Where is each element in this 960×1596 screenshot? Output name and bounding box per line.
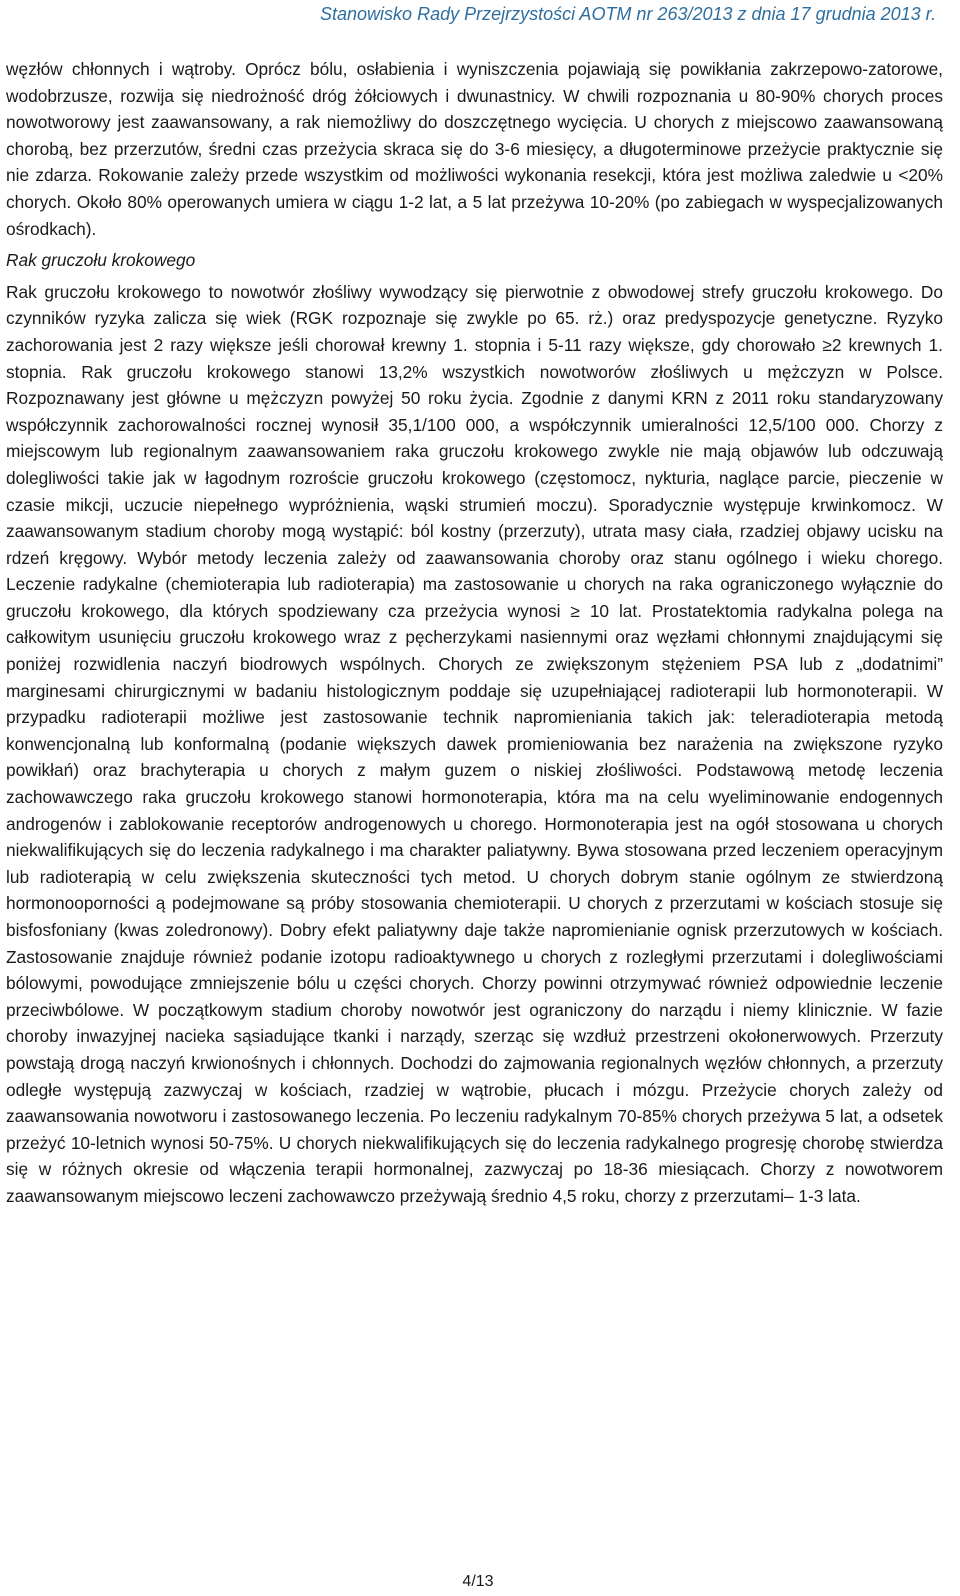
page-number: 4/13 — [462, 1573, 494, 1590]
paragraph-pancreatic-cancer-continued: węzłów chłonnych i wątroby. Oprócz bólu, osłabienia i wyniszczenia pojawiają się powikłania zakrzepowo-zatorowe, wodobrzusze, rozwija się niedrożność dróg żółciowych i dwunastnicy. W chwili rozpoznania u 80-90% chorych proces nowotworowy jest zaawansowany, a rak niemożliwy do doszczętnego wycięcia. U chorych z miejscowo zaawansowaną chorobą, bez przerzutów, średni czas przeżycia skraca się do 3-6 miesięcy, a długoterminowe przeżycie praktycznie się nie zdarza. Rokowanie zależy przede wszystkim od możliwości wykonania resekcji, która jest możliwa zaledwie u <20% chorych. Około 80% operowanych umiera w ciągu 1-2 lat, a 5 lat przeżywa 10-20% (po zabiegach w wyspecjalizowanych ośrodkach). — [6, 59, 943, 239]
paragraph-prostate-cancer: Rak gruczołu krokowego to nowotwór złośliwy wywodzący się pierwotnie z obwodowej strefy gruczołu krokowego. Do czynników ryzyka zalicza się wiek (RGK rozpoznaje się zwykle po 65. rż.) oraz predyspozycje genetyczne. Ryzyko zachorowania jest 2 razy większe jeśli chorował krewny 1. stopnia i 5-11 razy większe, gdy chorowało ≥2 krewnych 1. stopnia. Rak gruczołu krokowego stanowi 13,2% wszystkich nowotworów złośliwych u mężczyzn w Polsce. Rozpoznawany jest główne u mężczyzn powyżej 50 roku życia. Zgodnie z danymi KRN z 2011 roku standaryzowany współczynnik zachorowalności rocznej wynosił 35,1/100 000, a współczynnik umieralności 12,5/100 000. Chorzy z miejscowym lub regionalnym zaawansowaniem raka gruczołu krokowego zwykle nie mają objawów lub odczuwają dolegliwości takie jak w łagodnym rozroście gruczołu krokowego (częstomocz, nykturia, naglące parcie, pieczenie w czasie mikcji, uczucie niepełnego wypróżnienia, wąski strumień moczu). Sporadycznie występuje krwinkomocz. W zaawansowanym stadium choroby mogą wystąpić: ból kostny (przerzuty), utrata masy ciała, rzadziej objawy ucisku na rdzeń kręgowy. Wybór metody leczenia zależy od zaawansowania choroby oraz stanu ogólnego i wieku chorego. Leczenie radykalne (chemioterapia lub radioterapia) ma zastosowanie u chorych na raka ograniczonego wyłącznie do gruczołu krokowego, dla których spodziewany cza przeżycia wynosi ≥ 10 lat. Prostatektomia radykalna polega na całkowitym usunięciu gruczołu krokowego wraz z pęcherzykami nasiennymi oraz węzłami chłonnymi znajdującymi się poniżej rozwidlenia naczyń biodrowych wspólnych. Chorych ze zwiększonym stężeniem PSA lub z „dodatnimi” marginesami chirurgicznymi w badaniu histologicznym poddaje się uzupełniającej radioterapii lub hormonoterapii. W przypadku radioterapii możliwe jest zastosowanie technik napromieniania takich jak: teleradioterapia metodą konwencjonalną lub konformalną (podanie większych dawek promieniowania bez narażenia na zwiększone ryzyko powikłań) oraz brachyterapia u chorych z małym guzem o niskiej złośliwości. Podstawową metodę leczenia zachowawczego raka gruczołu krokowego stanowi hormonoterapia, która ma na celu wyeliminowanie endogennych androgenów i zablokowanie receptorów androgenowych u chorego. Hormonoterapia jest na ogół stosowana u chorych niekwalifikujących się do leczenia radykalnego i ma charakter paliatywny. Bywa stosowana przed leczeniem operacyjnym lub radioterapią w celu zwiększenia skuteczności tych metod. U chorych dobrym stanie ogólnym ze stwierdzoną hormonooporności ą podejmowane są próby stosowania chemioterapii. U chorych z przerzutami w kościach stosuje się bisfosfoniany (kwas zoledronowy). Dobry efekt paliatywny daje także napromienianie ognisk przerzutowych w kościach. Zastosowanie znajduje również podanie izotopu radioaktywnego u chorych z rozległymi przerzutami i dolegliwościami bólowymi, powodujące zmniejszenie bólu u części chorych. Chorzy powinni otrzymywać również odpowiednie leczenie przeciwbólowe. W początkowym stadium choroby nowotwór jest ograniczony do narządu i niemy klinicznie. W fazie choroby inwazyjnej nacieka sąsiadujące tkanki i narządy, szerząc się wzdłuż przestrzeni okołonerwowych. Przerzuty powstają drogą naczyń krwionośnych i chłonnych. Dochodzi do zajmowania regionalnych węzłów chłonnych, a przerzuty odległe występują zazwyczaj w kościach, rzadziej w wątrobie, płucach i mózgu. Przeżycie chorych zależy od zaawansowania nowotworu i zastosowanego leczenia. Po leczeniu radykalnym 70-85% chorych przeżywa 5 lat, a odsetek przeżyć 10-letnich wynosi 50-75%. U chorych niekwalifikujących się do leczenia radykalnego progresję chorobę stwierdza się w różnych okresie od włączenia terapii hormonalnej, zazwyczaj po 18-36 miesiącach. Chorzy z nowotworem zaawansowanym miejscowo leczeni zachowawczo przeżywają średnio 4,5 roku, chorzy z przerzutami– 1-3 lata. — [6, 281, 943, 1206]
running-header: Stanowisko Rady Przejrzystości AOTM nr 263/2013 z dnia 17 grudnia 2013 r. — [320, 4, 936, 24]
section-heading-prostate-cancer: Rak gruczołu krokowego — [6, 250, 196, 271]
document-body — [6, 56, 943, 1210]
